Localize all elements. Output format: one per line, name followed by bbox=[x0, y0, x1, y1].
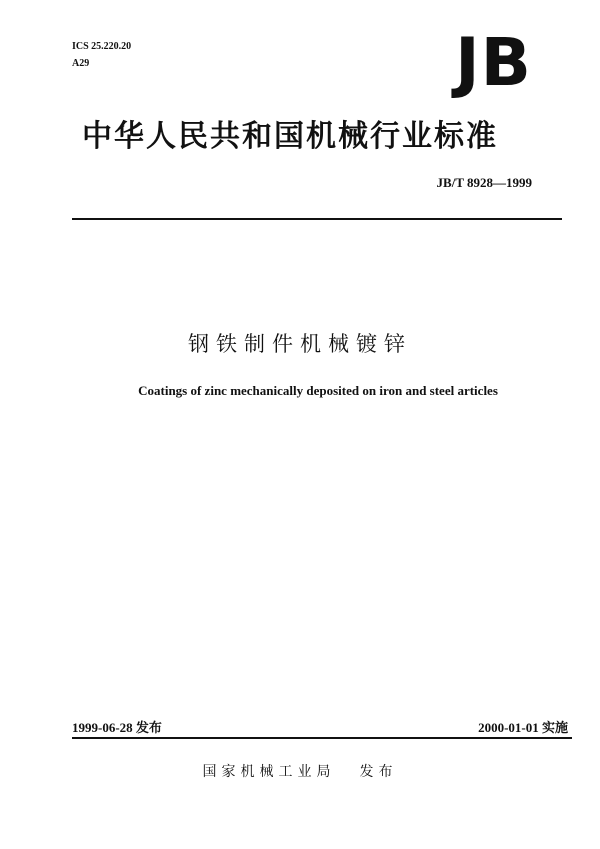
ics-code: ICS 25.220.20 bbox=[72, 41, 132, 52]
publisher-name: 国家机械工业局 bbox=[202, 764, 336, 780]
standard-title: 中华人民共和国机械行业标准 bbox=[82, 119, 498, 154]
implementation-date: 2000-01-01 实施 bbox=[478, 720, 568, 735]
publisher-action: 发布 bbox=[359, 764, 398, 780]
classification-code: A29 bbox=[72, 58, 90, 69]
document-title-english: Coatings of zinc mechanically deposited on iron and steel articles bbox=[138, 383, 498, 398]
publisher-line bbox=[0, 762, 600, 782]
standard-number: JB/T 8928—1999 bbox=[436, 175, 532, 190]
bottom-divider bbox=[72, 737, 572, 739]
top-divider bbox=[72, 218, 562, 220]
document-title-chinese: 钢铁制件机械镀锌 bbox=[188, 332, 412, 356]
jb-logo: JB bbox=[455, 24, 532, 101]
issue-date: 1999-06-28 发布 bbox=[72, 720, 162, 735]
